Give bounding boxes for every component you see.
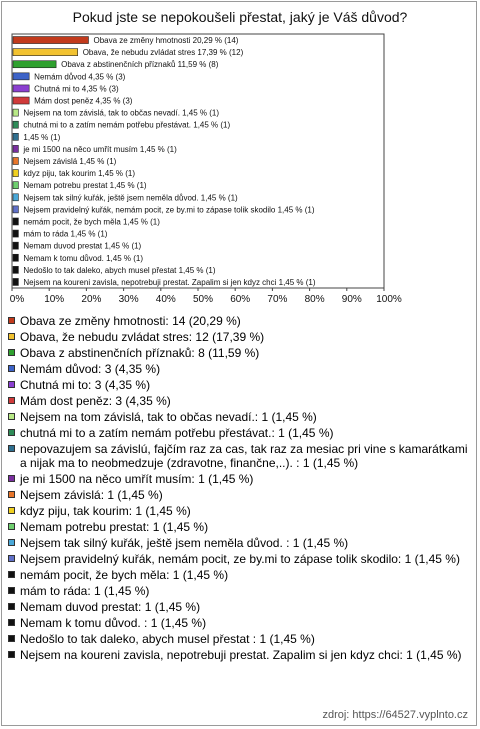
legend-swatch bbox=[8, 445, 15, 452]
legend-swatch bbox=[8, 475, 15, 482]
legend-item bbox=[8, 568, 470, 582]
legend-item bbox=[8, 488, 470, 502]
bar-label: 1,45 % (1) bbox=[23, 132, 61, 142]
bar-label: Nemam k tomu důvod. 1,45 % (1) bbox=[23, 253, 144, 263]
x-tick-label: 0% bbox=[9, 294, 25, 305]
bar-label: Chutná mi to 4,35 % (3) bbox=[34, 84, 119, 94]
legend-item bbox=[8, 552, 470, 566]
legend-swatch bbox=[8, 603, 15, 610]
legend-label: Mám dost peněz: 3 (4,35 %) bbox=[20, 394, 171, 408]
bar-label: Nemam potrebu prestat 1,45 % (1) bbox=[23, 181, 147, 191]
legend-label: Nedošlo to tak daleko, abych musel přestat : 1 (1,45 %) bbox=[20, 632, 315, 646]
bar bbox=[13, 278, 18, 285]
legend-label: Obava, že nebudu zvládat stres: 12 (17,39 %) bbox=[20, 330, 265, 344]
bar bbox=[13, 158, 18, 165]
legend-item bbox=[8, 362, 470, 376]
legend-swatch bbox=[8, 349, 15, 356]
bar bbox=[13, 121, 18, 128]
legend-label: kdyz piju, tak kourim: 1 (1,45 %) bbox=[20, 504, 191, 518]
legend-item bbox=[8, 410, 470, 424]
bar bbox=[13, 109, 18, 116]
legend-swatch bbox=[8, 381, 15, 388]
bar bbox=[13, 182, 18, 189]
bar-label: kdyz piju, tak kourim 1,45 % (1) bbox=[23, 169, 136, 179]
x-tick-label: 40% bbox=[155, 294, 176, 305]
x-tick-label: 80% bbox=[304, 294, 325, 305]
bar bbox=[13, 133, 18, 140]
legend-swatch bbox=[8, 619, 15, 626]
legend-label: Nejsem závislá: 1 (1,45 %) bbox=[20, 488, 163, 502]
x-tick-label: 20% bbox=[81, 294, 102, 305]
bar bbox=[13, 61, 56, 68]
x-tick-label: 100% bbox=[376, 294, 402, 305]
bar bbox=[13, 85, 29, 92]
legend-label: nemám pocit, že bych měla: 1 (1,45 %) bbox=[20, 568, 229, 582]
bar bbox=[13, 266, 18, 273]
legend-label: Nemam potrebu prestat: 1 (1,45 %) bbox=[20, 520, 209, 534]
legend-item bbox=[8, 378, 470, 392]
legend-swatch bbox=[8, 507, 15, 514]
bar-label: je mi 1500 na něco umřít musím 1,45 % (1) bbox=[23, 144, 177, 154]
bar bbox=[13, 97, 29, 104]
legend-label: Nejsem tak silný kuřák, ještě jsem neměla důvod. : 1 (1,45 %) bbox=[20, 536, 349, 550]
x-tick-label: 60% bbox=[230, 294, 251, 305]
legend-label: Obava ze změny hmotnosti: 14 (20,29 %) bbox=[20, 314, 241, 328]
bar-label: Nejsem na koureni zavisla, nepotrebuji prestat. Zapalim si jen kdyz chci 1,45 % (1) bbox=[23, 277, 316, 287]
source-link[interactable]: zdroj: https://64527.vyplnto.cz bbox=[322, 709, 468, 721]
bar-label: mám to ráda 1,45 % (1) bbox=[23, 229, 108, 239]
legend-label: mám to ráda: 1 (1,45 %) bbox=[20, 584, 150, 598]
legend-item bbox=[8, 584, 470, 598]
legend-swatch bbox=[8, 587, 15, 594]
legend-item bbox=[8, 394, 470, 408]
bar-label: Nejsem na tom závislá, tak to občas nevadí. 1,45 % (1) bbox=[23, 108, 220, 118]
legend-swatch bbox=[8, 635, 15, 642]
legend-item bbox=[8, 472, 470, 486]
legend-swatch bbox=[8, 651, 15, 658]
legend-swatch bbox=[8, 539, 15, 546]
legend-swatch bbox=[8, 429, 15, 436]
bar-label: chutná mi to a zatím nemám potřebu přestávat. 1,45 % (1) bbox=[23, 120, 231, 130]
bar-label: nemám pocit, že bych měla 1,45 % (1) bbox=[23, 217, 160, 227]
bar bbox=[13, 218, 18, 225]
bar-label: Obava ze změny hmotnosti 20,29 % (14) bbox=[93, 36, 239, 46]
bar bbox=[13, 145, 18, 152]
legend-swatch bbox=[8, 397, 15, 404]
bar-label: Obava, že nebudu zvládat stres 17,39 % (12) bbox=[82, 48, 244, 58]
bar-chart bbox=[0, 0, 480, 310]
legend-label: Nejsem na tom závislá, tak to občas nevadí.: 1 (1,45 %) bbox=[20, 410, 317, 424]
bar bbox=[13, 230, 18, 237]
bar bbox=[13, 242, 18, 249]
legend-swatch bbox=[8, 365, 15, 372]
legend-label: Obava z abstinenčních příznaků: 8 (11,59 %) bbox=[20, 346, 260, 360]
bar bbox=[13, 73, 29, 80]
bar-label: Nedošlo to tak daleko, abych musel přestat 1,45 % (1) bbox=[23, 265, 216, 275]
legend-label: Nejsem na koureni zavisla, nepotrebuji prestat. Zapalim si jen kdyz chci: 1 (1,45 %) bbox=[20, 648, 462, 662]
legend-item bbox=[8, 426, 470, 440]
legend-swatch bbox=[8, 413, 15, 420]
legend-item bbox=[8, 520, 470, 534]
x-tick-label: 10% bbox=[44, 294, 65, 305]
legend-label: je mi 1500 na něco umřít musím: 1 (1,45 %) bbox=[20, 472, 254, 486]
legend-swatch bbox=[8, 333, 15, 340]
bar bbox=[13, 194, 18, 201]
bar-label: Nejsem tak silný kuřák, ještě jsem neměla důvod. 1,45 % (1) bbox=[23, 193, 238, 203]
bar bbox=[13, 254, 18, 261]
chart-legend bbox=[8, 314, 470, 664]
legend-swatch bbox=[8, 491, 15, 498]
chart-title: Pokud jste se nepokoušeli přestat, jaký je Váš důvod? bbox=[72, 9, 408, 25]
bar bbox=[13, 49, 78, 56]
bar bbox=[13, 170, 18, 177]
bar-label: Mám dost peněz 4,35 % (3) bbox=[34, 96, 133, 106]
legend-swatch bbox=[8, 523, 15, 530]
bar-label: Nejsem závislá 1,45 % (1) bbox=[23, 157, 117, 166]
legend-item bbox=[8, 330, 470, 344]
legend-item bbox=[8, 504, 470, 518]
legend-label: Nejsem pravidelný kuřák, nemám pocit, ze by.mi to zápase tolik skodilo: 1 (1,45 %) bbox=[20, 552, 460, 566]
bar-label: Nejsem pravidelný kuřák, nemám pocit, ze by.mi to zápase tolik skodilo 1,45 % (1) bbox=[23, 205, 315, 215]
legend-item bbox=[8, 616, 470, 630]
legend-swatch bbox=[8, 317, 15, 324]
legend-swatch bbox=[8, 571, 15, 578]
legend-item bbox=[8, 632, 470, 646]
bar-label: Obava z abstinenčních příznaků 11,59 % (8) bbox=[61, 60, 219, 70]
legend-item bbox=[8, 648, 470, 662]
legend-label: Nemam duvod prestat: 1 (1,45 %) bbox=[20, 600, 201, 614]
bar bbox=[13, 37, 88, 44]
legend-item bbox=[8, 600, 470, 614]
legend-item bbox=[8, 314, 470, 328]
bar-label: Nemam duvod prestat 1,45 % (1) bbox=[23, 241, 142, 251]
bar bbox=[13, 206, 18, 213]
legend-label: Nemam k tomu důvod. : 1 (1,45 %) bbox=[20, 616, 207, 630]
legend-label: Chutná mi to: 3 (4,35 %) bbox=[20, 378, 151, 392]
bar-label: Nemám důvod 4,35 % (3) bbox=[34, 72, 126, 82]
x-tick-label: 50% bbox=[192, 294, 214, 305]
x-tick-label: 70% bbox=[267, 294, 288, 305]
legend-item bbox=[8, 536, 470, 550]
x-tick-label: 30% bbox=[118, 294, 139, 305]
legend-item bbox=[8, 442, 470, 470]
legend-label: nepovazujem sa závislú, fajčím raz za cas, tak raz za mesiac pri vine s kamarátkami a nijak ma to neobmedzuje (zdravotne, finančne,..). : 1 (1,45 %) bbox=[20, 442, 468, 470]
legend-item bbox=[8, 346, 470, 360]
legend-label: chutná mi to a zatím nemám potřebu přestávat.: 1 (1,45 %) bbox=[20, 426, 334, 440]
legend-label: Nemám důvod: 3 (4,35 %) bbox=[20, 362, 161, 376]
x-tick-label: 90% bbox=[341, 294, 362, 305]
legend-swatch bbox=[8, 555, 15, 562]
